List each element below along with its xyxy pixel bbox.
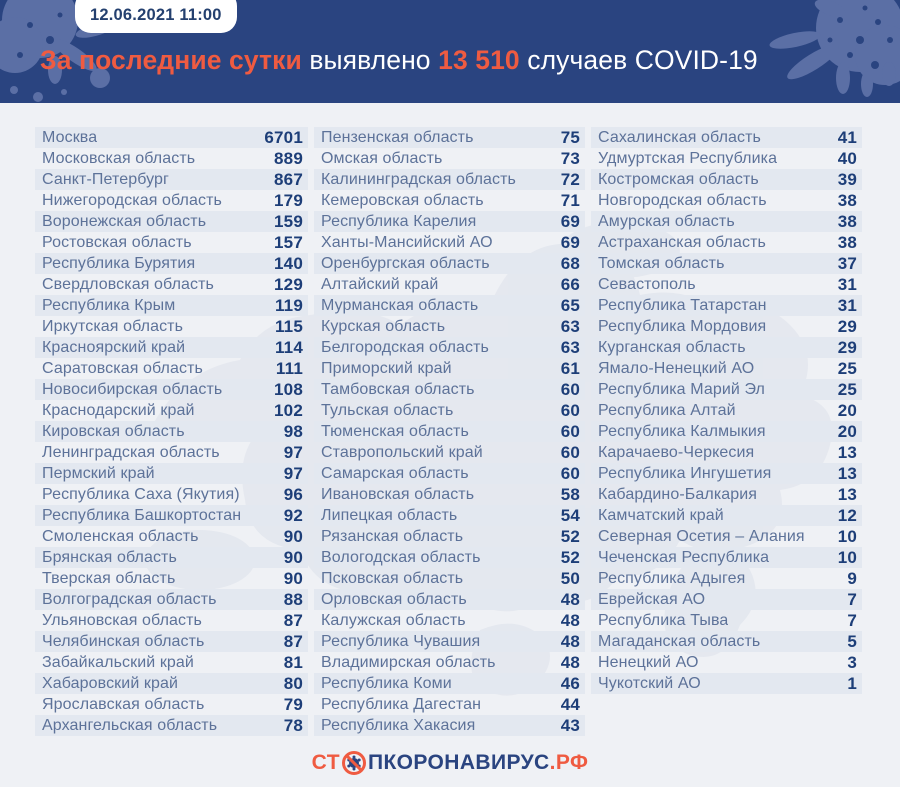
case-count: 65 — [560, 295, 580, 315]
table-row — [314, 400, 585, 421]
case-count: 72 — [560, 169, 580, 189]
region-name: Рязанская область — [321, 527, 464, 545]
region-name: Оренбургская область — [321, 254, 490, 272]
region-name: Курская область — [321, 317, 446, 335]
region-name: Ханты-Мансийский АО — [321, 233, 493, 251]
case-count: 60 — [560, 463, 580, 483]
case-count: 5 — [847, 631, 857, 651]
region-name: Республика Дагестан — [321, 695, 482, 713]
table-row — [591, 148, 862, 169]
table-row — [35, 652, 308, 673]
table-row — [314, 547, 585, 568]
table-row — [35, 400, 308, 421]
table-row — [591, 547, 862, 568]
case-count: 90 — [283, 526, 303, 546]
table-row — [35, 295, 308, 316]
region-name: Тюменская область — [321, 422, 469, 440]
headline-middle: выявлено — [301, 45, 439, 75]
case-count: 25 — [837, 358, 857, 378]
table-row — [591, 652, 862, 673]
case-count: 119 — [274, 295, 303, 315]
case-count: 48 — [560, 589, 580, 609]
region-name: Калининградская область — [321, 170, 516, 188]
date-badge-text: 12.06.2021 11:00 — [90, 6, 222, 24]
table-row — [591, 316, 862, 337]
case-count: 43 — [560, 715, 580, 735]
region-name: Республика Саха (Якутия) — [42, 485, 240, 503]
region-name: Белгородская область — [321, 338, 489, 356]
table-row — [35, 148, 308, 169]
region-name: Республика Карелия — [321, 212, 477, 230]
table-row — [314, 358, 585, 379]
region-name: Чукотский АО — [598, 674, 701, 692]
case-count: 60 — [560, 400, 580, 420]
case-count: 87 — [283, 631, 303, 651]
table-row — [591, 505, 862, 526]
case-count: 69 — [560, 232, 580, 252]
logo-prefix: СТ — [311, 751, 340, 774]
table-row — [314, 610, 585, 631]
table-row — [591, 169, 862, 190]
case-count: 52 — [560, 547, 580, 567]
region-name: Смоленская область — [42, 527, 199, 545]
table-row — [35, 505, 308, 526]
case-count: 25 — [837, 379, 857, 399]
case-count: 97 — [283, 463, 303, 483]
case-count: 80 — [283, 673, 303, 693]
case-count: 140 — [274, 253, 303, 273]
region-name: Севастополь — [598, 275, 696, 293]
region-name: Республика Тыва — [598, 611, 729, 629]
table-row — [35, 190, 308, 211]
case-count: 60 — [560, 421, 580, 441]
case-count: 98 — [283, 421, 303, 441]
case-count: 38 — [837, 232, 857, 252]
region-name: Пермский край — [42, 464, 155, 482]
virus-decoration-right-icon — [735, 0, 900, 103]
region-name: Республика Мордовия — [598, 317, 767, 335]
region-name: Ставропольский край — [321, 443, 483, 461]
case-count: 37 — [837, 253, 857, 273]
table-row — [314, 274, 585, 295]
case-count: 6701 — [264, 127, 303, 147]
region-name: Тульская область — [321, 401, 454, 419]
region-name: Ярославская область — [42, 695, 205, 713]
table-row — [35, 169, 308, 190]
region-name: Томская область — [598, 254, 725, 272]
region-name: Волгоградская область — [42, 590, 217, 608]
case-count: 48 — [560, 631, 580, 651]
table-row — [314, 379, 585, 400]
header-banner — [0, 0, 900, 103]
region-name: Московская область — [42, 149, 196, 167]
table-row — [314, 652, 585, 673]
region-name: Республика Марий Эл — [598, 380, 765, 398]
case-count: 9 — [847, 568, 857, 588]
case-count: 13 — [837, 484, 857, 504]
region-name: Свердловская область — [42, 275, 214, 293]
table-row — [35, 694, 308, 715]
case-count: 60 — [560, 379, 580, 399]
case-count: 90 — [283, 547, 303, 567]
region-name: Республика Алтай — [598, 401, 736, 419]
case-count: 157 — [274, 232, 303, 252]
region-name: Республика Крым — [42, 296, 176, 314]
region-name: Республика Адыгея — [598, 569, 746, 587]
case-count: 7 — [847, 589, 857, 609]
region-stats-table — [35, 127, 862, 736]
region-name: Республика Коми — [321, 674, 452, 692]
region-name: Краснодарский край — [42, 401, 195, 419]
table-row — [35, 463, 308, 484]
table-row — [314, 421, 585, 442]
table-row — [591, 253, 862, 274]
case-count: 108 — [274, 379, 303, 399]
table-row — [35, 127, 308, 148]
region-name: Санкт-Петербург — [42, 170, 169, 188]
region-name: Республика Татарстан — [598, 296, 767, 314]
table-row — [35, 547, 308, 568]
table-row — [591, 358, 862, 379]
region-name: Липецкая область — [321, 506, 458, 524]
region-name: Тверская область — [42, 569, 176, 587]
region-name: Астраханская область — [598, 233, 766, 251]
case-count: 71 — [560, 190, 580, 210]
region-name: Красноярский край — [42, 338, 186, 356]
case-count: 31 — [837, 274, 857, 294]
case-count: 88 — [283, 589, 303, 609]
table-row — [591, 484, 862, 505]
region-name: Хабаровский край — [42, 674, 179, 692]
region-name: Москва — [42, 128, 98, 146]
table-row — [591, 190, 862, 211]
region-name: Забайкальский край — [42, 653, 194, 671]
region-name: Чеченская Республика — [598, 548, 770, 566]
region-name: Новосибирская область — [42, 380, 223, 398]
table-row — [591, 568, 862, 589]
table-row — [35, 337, 308, 358]
case-count: 87 — [283, 610, 303, 630]
table-row — [591, 463, 862, 484]
table-row — [35, 211, 308, 232]
case-count: 52 — [560, 526, 580, 546]
region-name: Иркутская область — [42, 317, 184, 335]
case-count: 78 — [283, 715, 303, 735]
case-count: 111 — [275, 358, 303, 378]
table-row — [314, 589, 585, 610]
case-count: 13 — [837, 442, 857, 462]
case-count: 29 — [837, 337, 857, 357]
table-row — [591, 631, 862, 652]
region-name: Калужская область — [321, 611, 466, 629]
case-count: 13 — [837, 463, 857, 483]
date-badge — [75, 0, 237, 33]
case-count: 29 — [837, 316, 857, 336]
case-count: 69 — [560, 211, 580, 231]
region-name: Амурская область — [598, 212, 735, 230]
region-name: Костромская область — [598, 170, 759, 188]
case-count: 129 — [274, 274, 303, 294]
case-count: 1 — [847, 673, 857, 693]
table-row — [35, 484, 308, 505]
region-name: Кемеровская область — [321, 191, 484, 209]
table-row — [35, 421, 308, 442]
table-row — [591, 526, 862, 547]
region-name: Ульяновская область — [42, 611, 202, 629]
table-row — [35, 568, 308, 589]
table-row — [314, 631, 585, 652]
table-row — [314, 715, 585, 736]
case-count: 50 — [560, 568, 580, 588]
region-name: Курганская область — [598, 338, 746, 356]
table-row — [314, 505, 585, 526]
case-count: 867 — [274, 169, 303, 189]
table-row — [591, 589, 862, 610]
table-row — [314, 253, 585, 274]
case-count: 61 — [560, 358, 580, 378]
table-row — [35, 358, 308, 379]
case-count: 889 — [274, 148, 303, 168]
region-name: Удмуртская Республика — [598, 149, 778, 167]
table-row — [591, 421, 862, 442]
table-row — [314, 526, 585, 547]
case-count: 7 — [847, 610, 857, 630]
table-column — [35, 127, 308, 736]
case-count: 90 — [283, 568, 303, 588]
table-row — [314, 673, 585, 694]
region-name: Республика Чувашия — [321, 632, 481, 650]
case-count: 81 — [283, 652, 303, 672]
table-row — [591, 274, 862, 295]
table-row — [591, 400, 862, 421]
case-count: 66 — [560, 274, 580, 294]
region-name: Карачаево-Черкесия — [598, 443, 755, 461]
region-name: Челябинская область — [42, 632, 205, 650]
logo-suffix: .РФ — [549, 751, 589, 774]
case-count: 102 — [274, 400, 303, 420]
case-count: 92 — [283, 505, 303, 525]
case-count: 10 — [837, 547, 857, 567]
table-row — [314, 211, 585, 232]
region-name: Новгородская область — [598, 191, 767, 209]
case-count: 44 — [560, 694, 580, 714]
table-row — [591, 337, 862, 358]
table-row — [314, 694, 585, 715]
case-count: 3 — [847, 652, 857, 672]
case-count: 73 — [560, 148, 580, 168]
case-count: 60 — [560, 442, 580, 462]
case-count: 41 — [837, 127, 857, 147]
region-name: Республика Башкортостан — [42, 506, 242, 524]
region-name: Республика Калмыкия — [598, 422, 766, 440]
case-count: 31 — [837, 295, 857, 315]
table-row — [35, 316, 308, 337]
case-count: 115 — [274, 316, 303, 336]
case-count: 179 — [274, 190, 303, 210]
logo-middle: ПКОРОНАВИРУС — [367, 751, 550, 774]
region-name: Тамбовская область — [321, 380, 475, 398]
headline-tail: случаев COVID-19 — [519, 45, 758, 75]
table-column — [591, 127, 862, 736]
region-name: Еврейская АО — [598, 590, 706, 608]
case-count: 46 — [560, 673, 580, 693]
case-count: 12 — [837, 505, 857, 525]
table-row — [35, 631, 308, 652]
case-count: 75 — [560, 127, 580, 147]
region-name: Камчатский край — [598, 506, 724, 524]
region-name: Кировская область — [42, 422, 185, 440]
case-count: 159 — [274, 211, 303, 231]
region-name: Республика Хакасия — [321, 716, 476, 734]
table-row — [591, 379, 862, 400]
table-row — [314, 169, 585, 190]
region-name: Брянская область — [42, 548, 177, 566]
table-column — [314, 127, 585, 736]
table-row — [314, 568, 585, 589]
region-name: Псковская область — [321, 569, 464, 587]
table-row — [35, 589, 308, 610]
table-row — [591, 610, 862, 631]
region-name: Алтайский край — [321, 275, 439, 293]
region-name: Кабардино-Балкария — [598, 485, 758, 503]
table-row — [314, 337, 585, 358]
region-name: Самарская область — [321, 464, 469, 482]
region-name: Омская область — [321, 149, 443, 167]
table-row — [35, 442, 308, 463]
case-count: 48 — [560, 652, 580, 672]
region-name: Приморский край — [321, 359, 452, 377]
table-row — [35, 253, 308, 274]
region-name: Пензенская область — [321, 128, 474, 146]
table-row — [35, 673, 308, 694]
table-row — [35, 274, 308, 295]
region-name: Мурманская область — [321, 296, 479, 314]
region-name: Воронежская область — [42, 212, 207, 230]
case-count: 20 — [837, 421, 857, 441]
case-count: 39 — [837, 169, 857, 189]
table-row — [591, 673, 862, 694]
headline — [40, 45, 758, 76]
region-name: Орловская область — [321, 590, 467, 608]
region-name: Ленинградская область — [42, 443, 220, 461]
region-name: Ненецкий АО — [598, 653, 699, 671]
region-name: Ростовская область — [42, 233, 192, 251]
table-row — [314, 295, 585, 316]
region-name: Магаданская область — [598, 632, 761, 650]
region-name: Саратовская область — [42, 359, 203, 377]
region-name: Республика Бурятия — [42, 254, 196, 272]
table-row — [35, 715, 308, 736]
region-name: Ямало-Ненецкий АО — [598, 359, 755, 377]
table-row — [35, 379, 308, 400]
table-row — [591, 232, 862, 253]
region-name: Сахалинская область — [598, 128, 761, 146]
region-name: Вологодская область — [321, 548, 481, 566]
region-name: Нижегородская область — [42, 191, 222, 209]
no-virus-icon — [341, 750, 367, 776]
table-row — [314, 442, 585, 463]
table-row — [591, 211, 862, 232]
region-name: Архангельская область — [42, 716, 218, 734]
case-count: 58 — [560, 484, 580, 504]
table-row — [314, 232, 585, 253]
headline-highlight: За последние сутки — [40, 45, 302, 75]
case-count: 54 — [560, 505, 580, 525]
region-name: Ивановская область — [321, 485, 475, 503]
case-count: 79 — [283, 694, 303, 714]
table-row — [35, 610, 308, 631]
table-row — [35, 526, 308, 547]
case-count: 10 — [837, 526, 857, 546]
region-name: Северная Осетия – Алания — [598, 527, 805, 545]
case-count: 20 — [837, 400, 857, 420]
case-count: 38 — [837, 211, 857, 231]
case-count: 68 — [560, 253, 580, 273]
table-row — [314, 190, 585, 211]
table-row — [591, 442, 862, 463]
table-row — [314, 484, 585, 505]
table-row — [314, 463, 585, 484]
table-row — [35, 232, 308, 253]
case-count: 96 — [283, 484, 303, 504]
region-name: Владимирская область — [321, 653, 496, 671]
case-count: 97 — [283, 442, 303, 462]
case-count: 114 — [274, 337, 303, 357]
table-row — [591, 295, 862, 316]
case-count: 63 — [560, 337, 580, 357]
stopcoronavirus-logo — [0, 746, 900, 780]
table-row — [314, 316, 585, 337]
case-count: 63 — [560, 316, 580, 336]
case-count: 40 — [837, 148, 857, 168]
table-row — [314, 127, 585, 148]
case-count: 38 — [837, 190, 857, 210]
table-row — [591, 127, 862, 148]
case-count: 48 — [560, 610, 580, 630]
headline-count: 13 510 — [438, 45, 520, 75]
region-name: Республика Ингушетия — [598, 464, 772, 482]
table-row — [314, 148, 585, 169]
